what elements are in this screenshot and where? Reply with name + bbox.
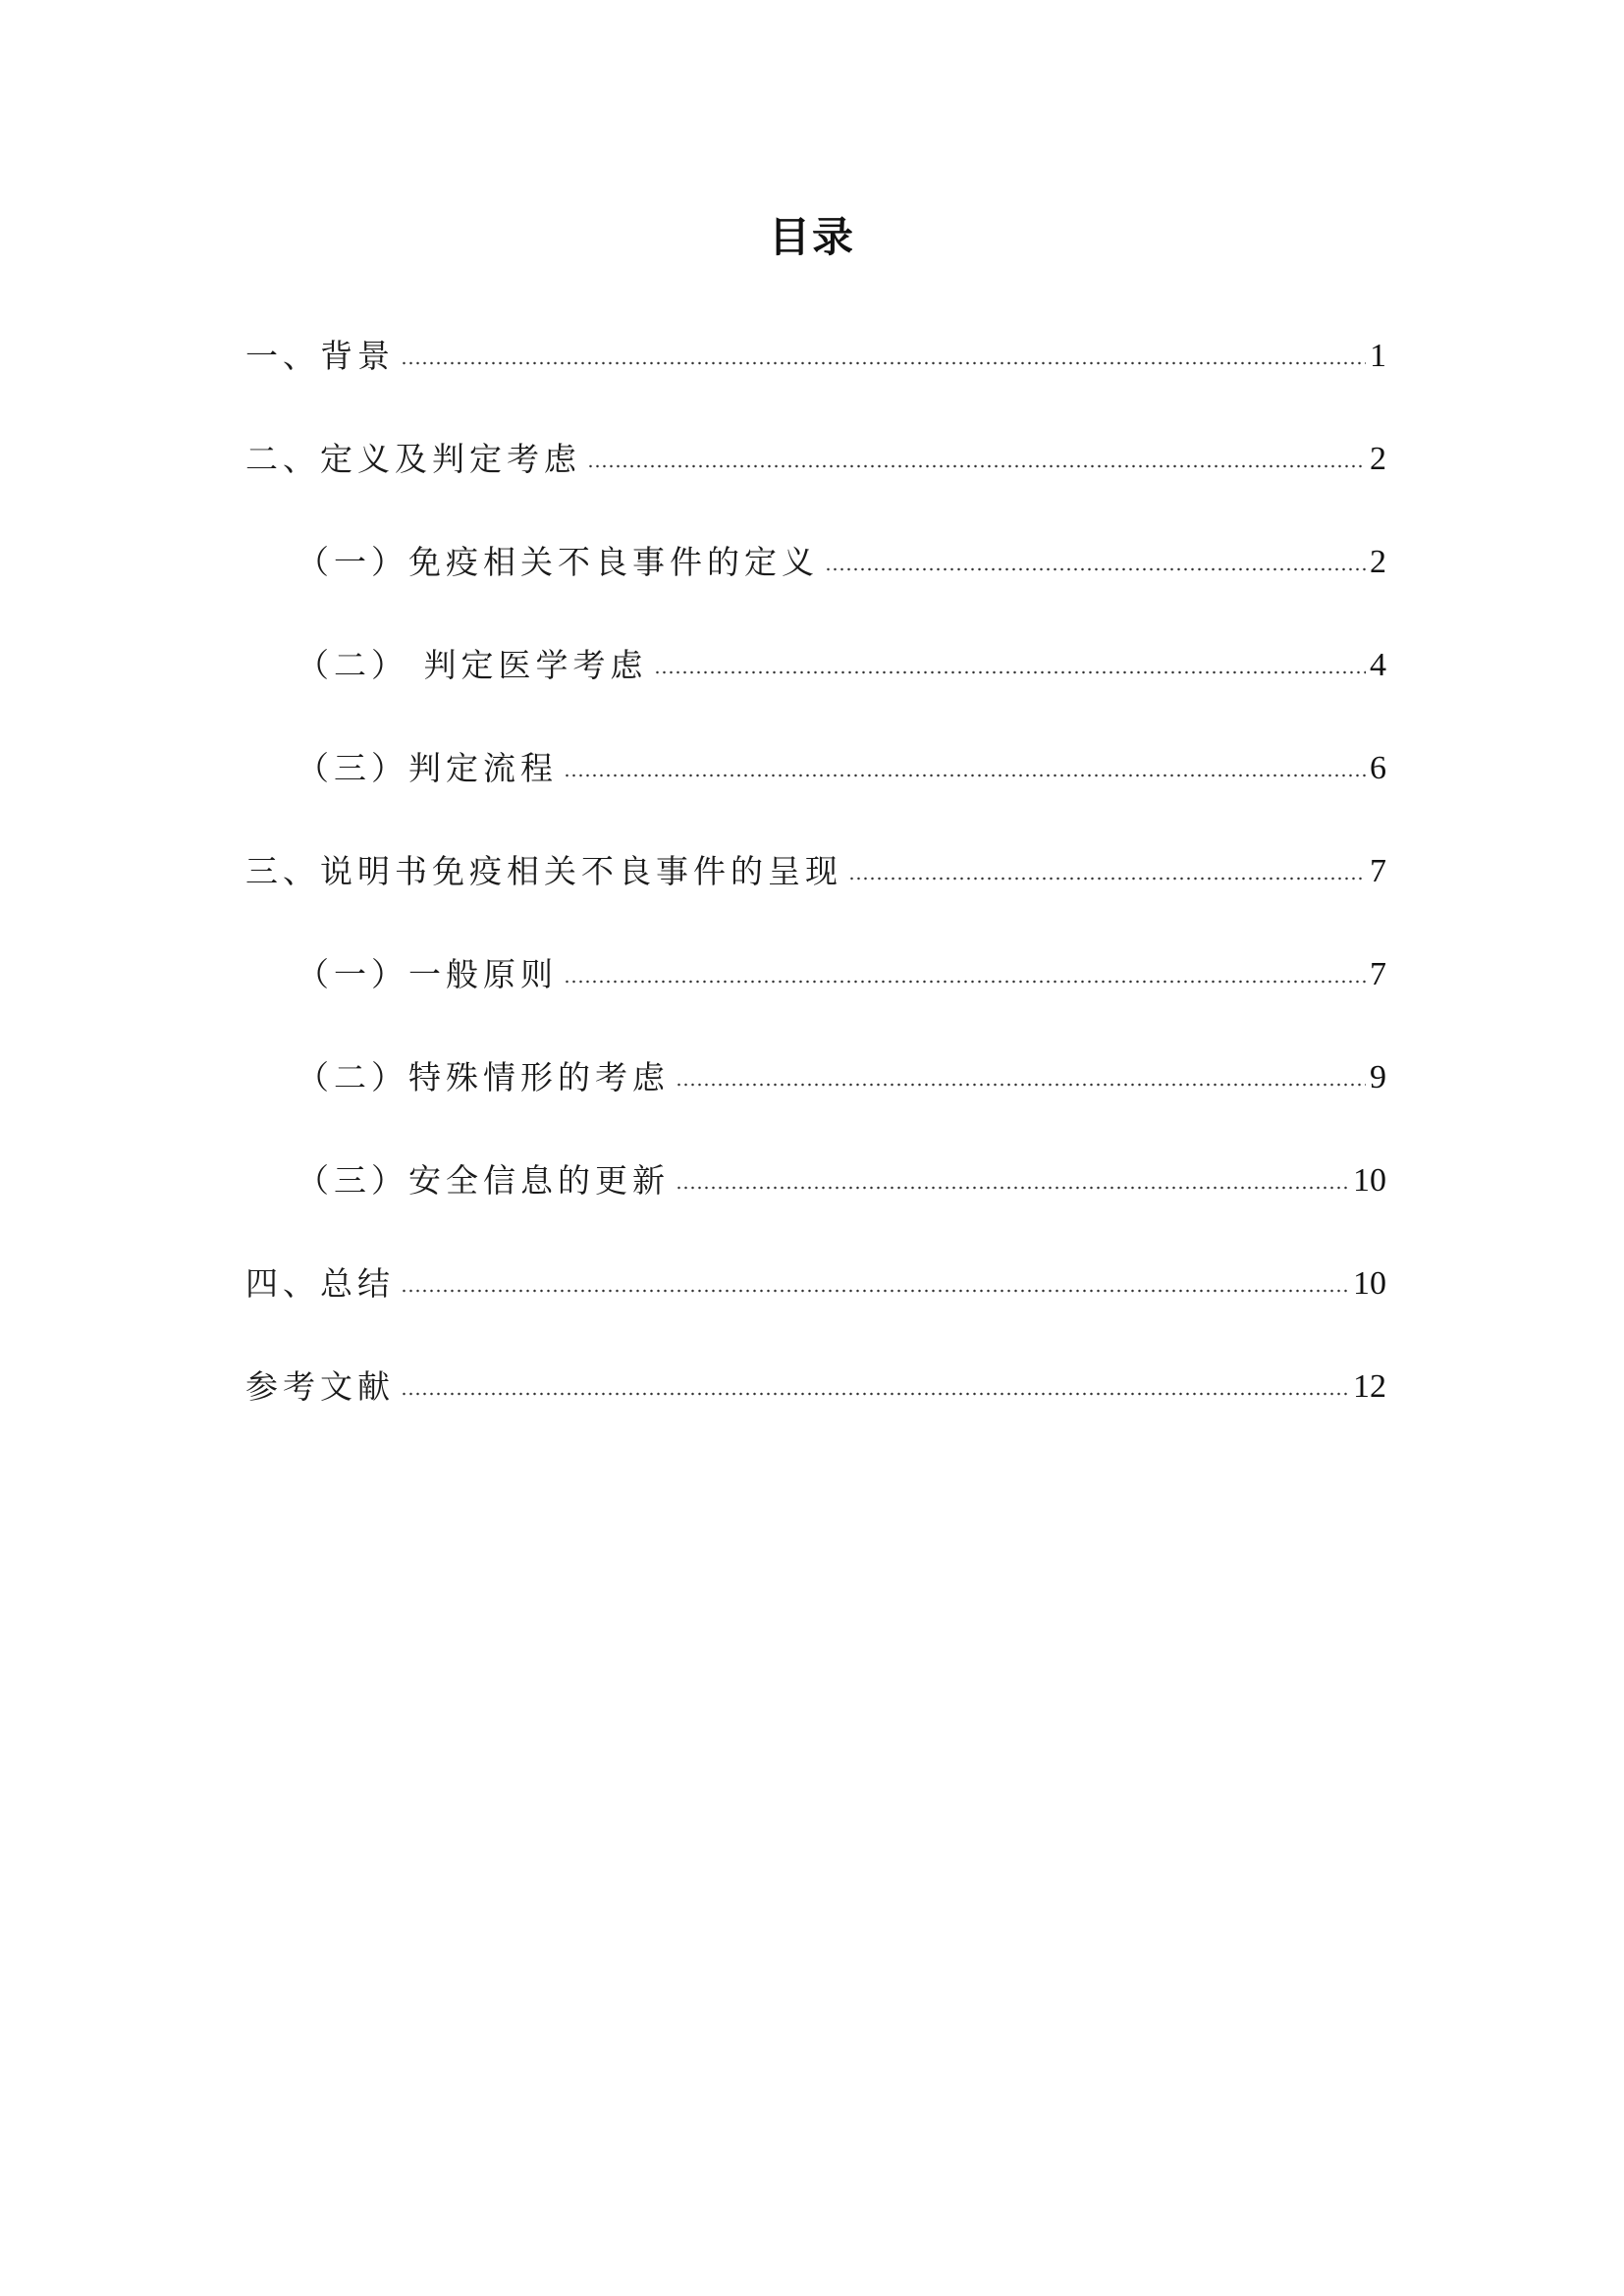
toc-entry-safety-updates[interactable]	[245, 1129, 1386, 1232]
dot-leader	[848, 877, 1366, 881]
toc-entry-label: （二）特殊情形的考虑	[297, 1057, 670, 1096]
toc-entry-irae-definition[interactable]	[245, 510, 1386, 614]
toc-entry-summary[interactable]	[245, 1232, 1386, 1335]
table-of-contents	[245, 304, 1386, 1438]
toc-entry-page-number: 12	[1353, 1367, 1386, 1405]
toc-entry-label: （二） 判定医学考虑	[297, 645, 648, 684]
dot-leader	[654, 670, 1367, 674]
dot-leader	[564, 980, 1366, 984]
dot-leader	[401, 361, 1366, 365]
toc-entry-general-principles[interactable]	[245, 923, 1386, 1026]
toc-entry-page-number: 2	[1370, 440, 1386, 477]
toc-entry-label: （一）一般原则	[297, 954, 558, 993]
toc-entry-label: （三）判定流程	[297, 748, 558, 787]
toc-entry-page-number: 7	[1370, 955, 1386, 992]
toc-entry-assessment-process[interactable]	[245, 717, 1386, 820]
toc-entry-definitions[interactable]	[245, 407, 1386, 510]
toc-entry-label: 二、定义及判定考虑	[245, 439, 581, 478]
toc-entry-label: （三）安全信息的更新	[297, 1160, 670, 1200]
toc-title: 目录	[768, 213, 855, 261]
dot-leader	[564, 774, 1366, 777]
dot-leader	[401, 1392, 1349, 1396]
toc-entry-special-situations[interactable]	[245, 1026, 1386, 1129]
dot-leader	[401, 1289, 1349, 1293]
dot-leader	[825, 567, 1366, 571]
toc-entry-background[interactable]	[245, 304, 1386, 407]
toc-entry-page-number: 1	[1370, 337, 1386, 374]
toc-entry-page-number: 2	[1370, 543, 1386, 580]
toc-entry-label: 一、背景	[245, 336, 395, 375]
dot-leader	[587, 464, 1366, 468]
toc-entry-page-number: 10	[1353, 1161, 1386, 1199]
toc-entry-label: 参考文献	[245, 1366, 395, 1406]
toc-entry-references[interactable]	[245, 1335, 1386, 1438]
toc-entry-label: 四、总结	[245, 1263, 395, 1303]
dot-leader	[676, 1186, 1349, 1190]
toc-entry-page-number: 10	[1353, 1264, 1386, 1302]
toc-entry-page-number: 4	[1370, 646, 1386, 683]
toc-entry-medical-considerations[interactable]	[245, 614, 1386, 717]
toc-entry-label: （一）免疫相关不良事件的定义	[297, 542, 819, 581]
toc-entry-page-number: 6	[1370, 749, 1386, 786]
toc-entry-page-number: 9	[1370, 1058, 1386, 1095]
toc-entry-label-presentation[interactable]	[245, 820, 1386, 923]
dot-leader	[676, 1083, 1366, 1087]
toc-entry-page-number: 7	[1370, 852, 1386, 889]
toc-entry-label: 三、说明书免疫相关不良事件的呈现	[245, 851, 842, 890]
